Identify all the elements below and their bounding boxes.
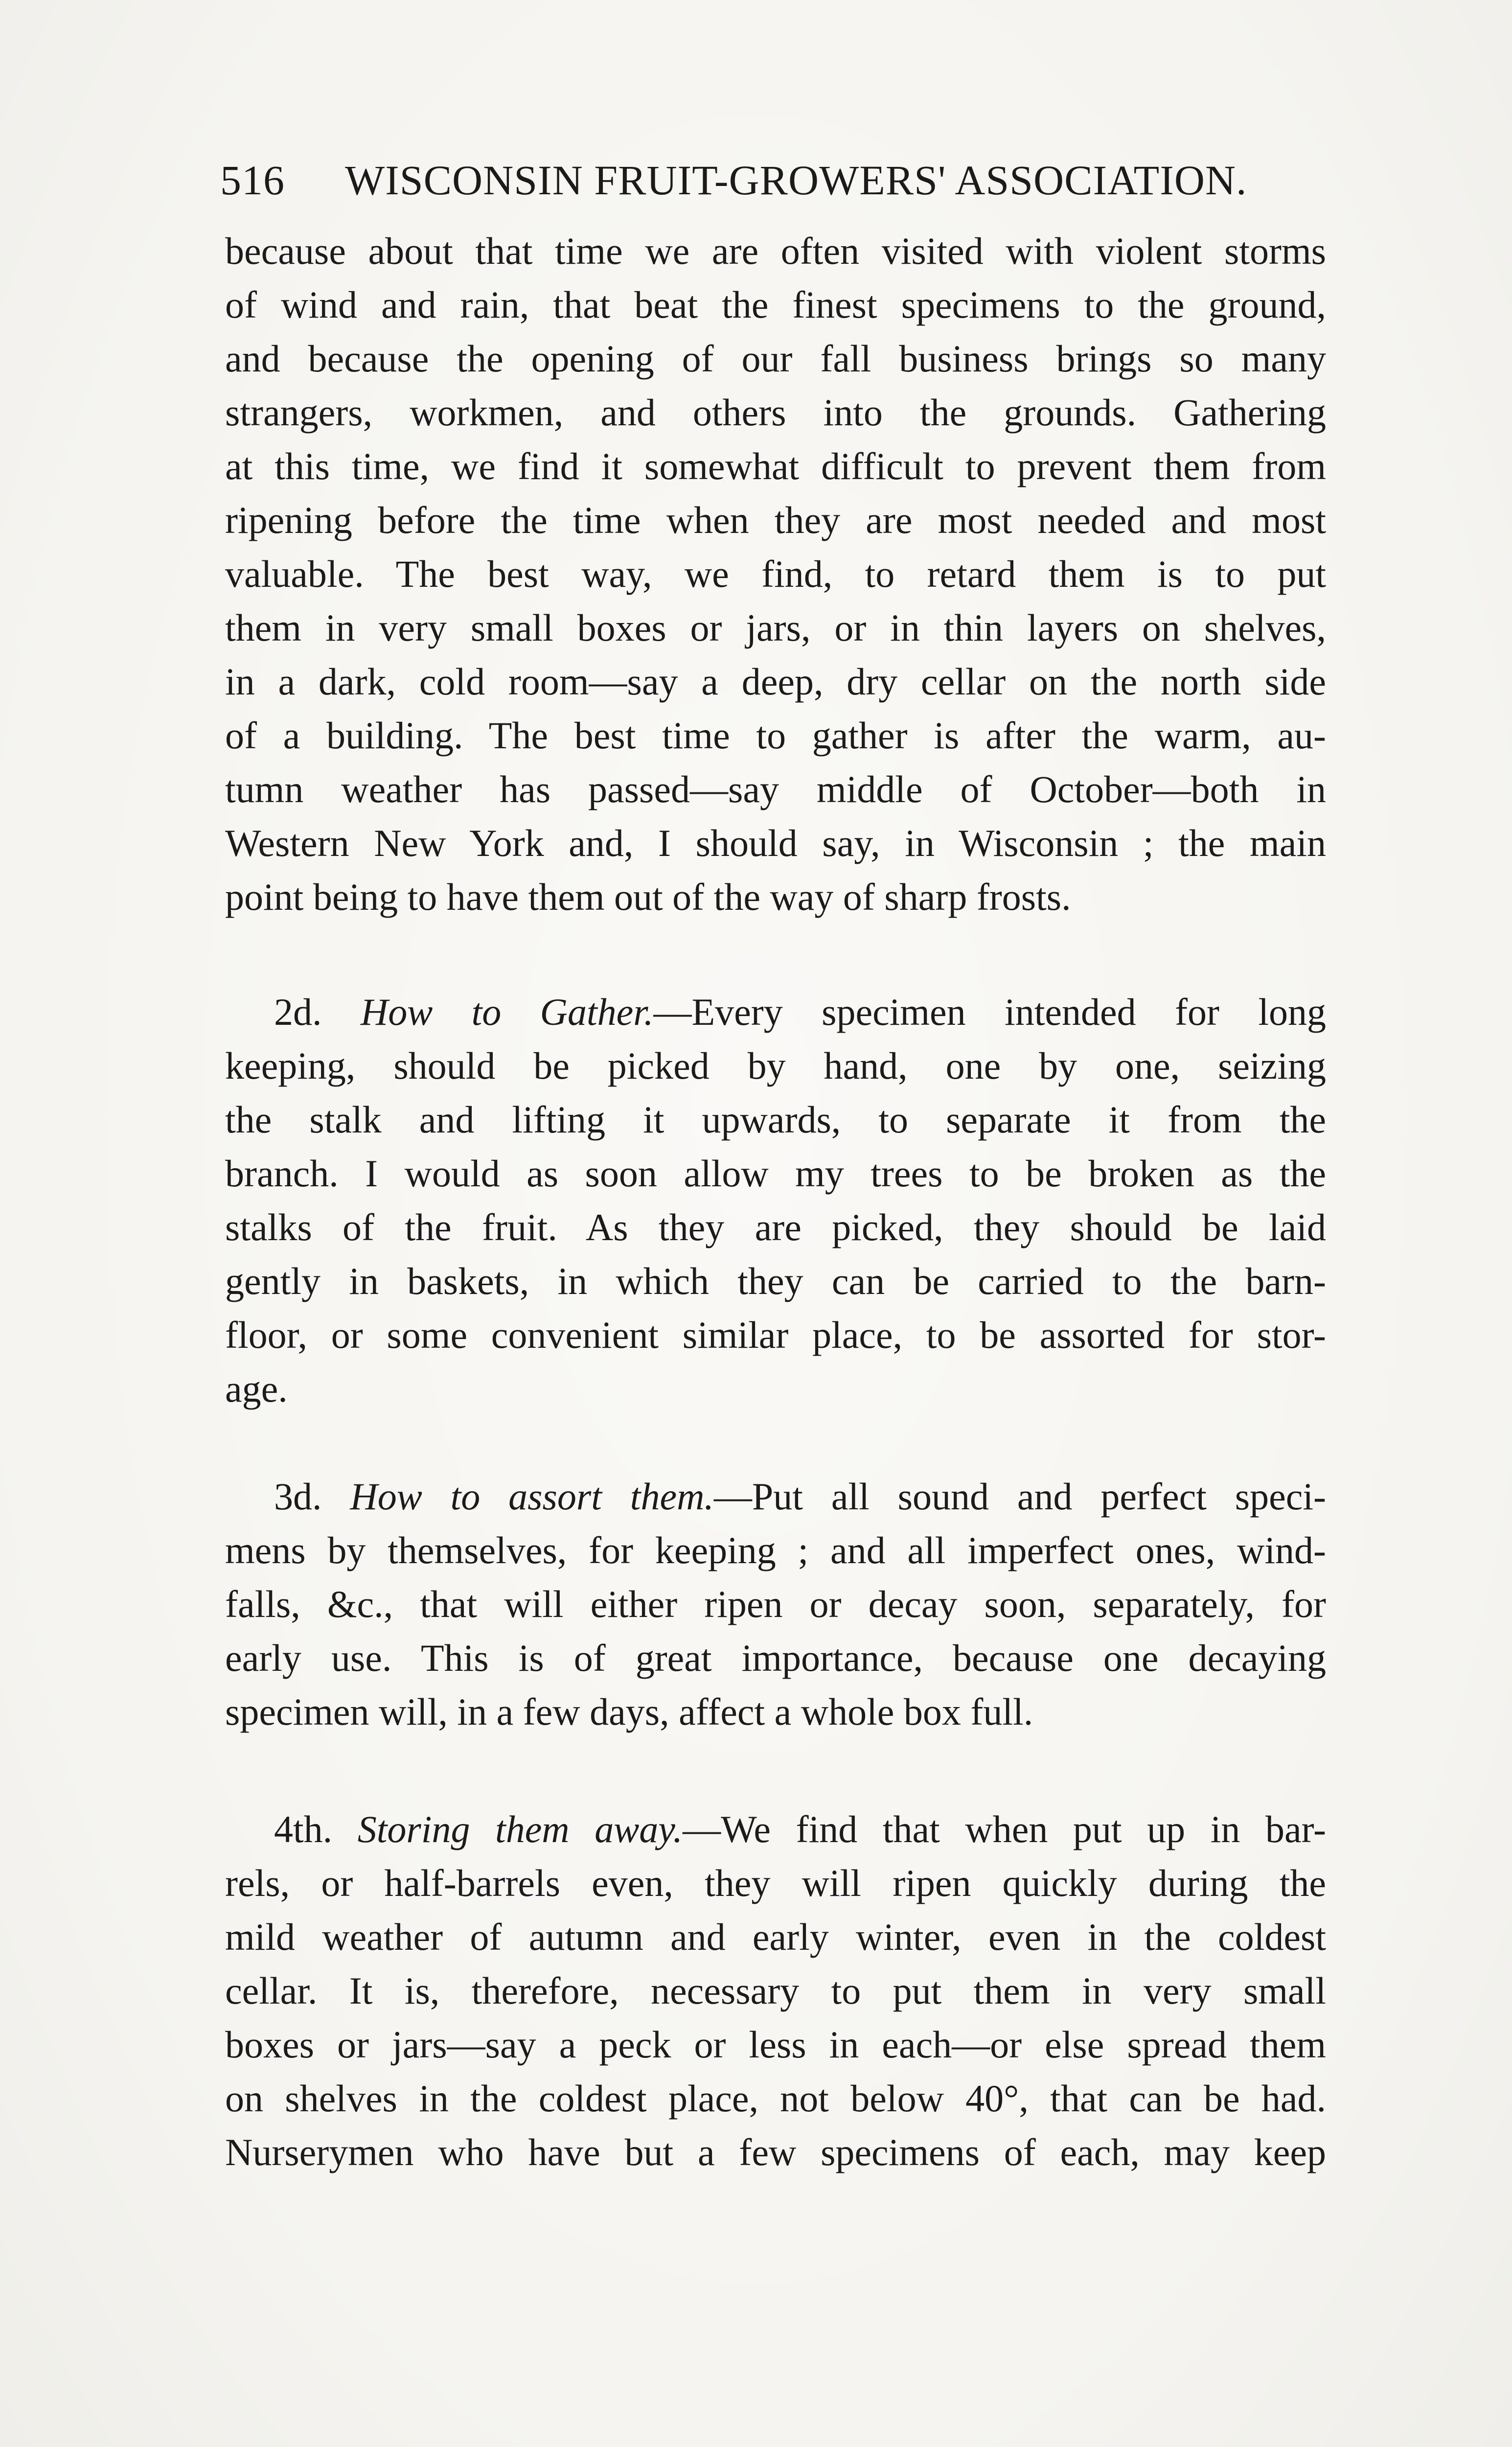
text-line: of wind and rain, that beat the finest specimens to the ground,: [225, 283, 1326, 326]
text-run: —Put all sound and perfect speci-: [713, 1475, 1326, 1518]
paragraph-number: 4th.: [274, 1808, 333, 1850]
page-header: [220, 156, 1331, 214]
text-line: rels, or half-barrels even, they will ripen quickly during the: [225, 1862, 1326, 1904]
paragraph-first-line: [274, 1803, 1326, 1855]
running-head: WISCONSIN FRUIT-GROWERS' ASSOCIATION.: [345, 157, 1247, 204]
paragraph-first-line: [274, 1471, 1326, 1522]
text-line: branch. I would as soon allow my trees to be broken as the: [225, 1152, 1326, 1195]
text-line: boxes or jars—say a peck or less in each—or else spread them: [225, 2023, 1326, 2066]
text-line: at this time, we find it somewhat difficult to prevent them from: [225, 445, 1326, 487]
text-run: —Every specimen intended for long: [653, 991, 1327, 1033]
text-line: stalks of the fruit. As they are picked, they should be laid: [225, 1206, 1326, 1248]
paragraph-first-line: [274, 986, 1326, 1038]
text-line: Nurserymen who have but a few specimens of each, may keep: [225, 2131, 1326, 2173]
text-line: ripening before the time when they are most needed and most: [225, 499, 1326, 541]
text-line: because about that time we are often visited with violent storms: [225, 230, 1326, 272]
text-line: and because the opening of our fall business brings so many: [225, 337, 1326, 380]
text-line: age.: [225, 1367, 288, 1410]
section-heading: How to Gather.: [360, 991, 654, 1033]
text-line: early use. This is of great importance, because one decaying: [225, 1637, 1326, 1679]
text-run: —We find that when put up in bar-: [683, 1808, 1326, 1850]
section-heading: How to assort them.: [350, 1475, 714, 1518]
text-line: specimen will, in a few days, affect a whole box full.: [225, 1690, 1033, 1733]
text-line: the stalk and lifting it upwards, to separate it from the: [225, 1098, 1326, 1141]
text-line: gently in baskets, in which they can be carried to the barn-: [225, 1260, 1326, 1302]
text-line: falls, &c., that will either ripen or decay soon, separately, for: [225, 1583, 1326, 1625]
paragraph-number: 2d.: [274, 991, 322, 1033]
text-line: mens by themselves, for keeping ; and all imperfect ones, wind-: [225, 1529, 1326, 1571]
text-line: valuable. The best way, we find, to retard them is to put: [225, 553, 1326, 595]
text-line: mild weather of autumn and early winter, even in the coldest: [225, 1916, 1326, 1958]
text-line: in a dark, cold room—say a deep, dry cellar on the north side: [225, 660, 1326, 703]
section-heading: Storing them away.: [357, 1808, 683, 1850]
paragraph-number: 3d.: [274, 1475, 322, 1518]
text-line: tumn weather has passed—say middle of October—both in: [225, 768, 1326, 810]
text-line: on shelves in the coldest place, not below 40°, that can be had.: [225, 2077, 1326, 2120]
text-line: strangers, workmen, and others into the grounds. Gathering: [225, 391, 1326, 434]
text-line: cellar. It is, therefore, necessary to put them in very small: [225, 1969, 1326, 2012]
text-line: of a building. The best time to gather is after the warm, au-: [225, 714, 1326, 757]
page-number: 516: [220, 157, 285, 204]
text-line: floor, or some convenient similar place, to be assorted for stor-: [225, 1314, 1326, 1356]
text-line: keeping, should be picked by hand, one by one, seizing: [225, 1044, 1326, 1087]
text-line: them in very small boxes or jars, or in thin layers on shelves,: [225, 606, 1326, 649]
text-line: Western New York and, I should say, in Wisconsin ; the main: [225, 822, 1326, 864]
text-line: point being to have them out of the way of sharp frosts.: [225, 876, 1071, 918]
